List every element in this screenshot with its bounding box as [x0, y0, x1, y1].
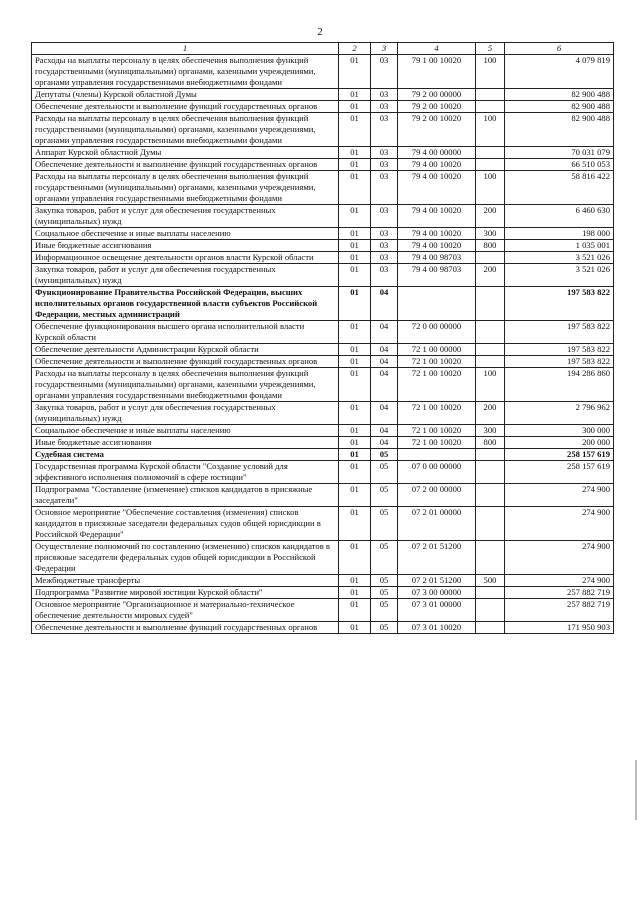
row-section-cell: 01: [339, 484, 371, 507]
row-amount-cell: 2 796 962: [505, 402, 614, 425]
row-name-cell: Подпрограмма "Составление (изменение) списков кандидатов в присяжные заседатели": [32, 484, 339, 507]
table-row: [32, 89, 614, 101]
row-subsection-cell: 05: [371, 599, 398, 622]
budget-table: [31, 42, 614, 634]
row-subsection-cell: 03: [371, 101, 398, 113]
row-target-article-cell: 07 0 00 00000: [398, 461, 476, 484]
row-target-article-cell: 79 4 00 00000: [398, 147, 476, 159]
row-section-cell: 01: [339, 402, 371, 425]
row-target-article-cell: 07 2 01 51200: [398, 575, 476, 587]
column-header-section: 2: [339, 43, 371, 55]
table-row: [32, 484, 614, 507]
row-expense-type-cell: 200: [476, 205, 505, 228]
row-amount-cell: 6 460 630: [505, 205, 614, 228]
row-amount-cell: 171 950 903: [505, 622, 614, 634]
row-name-cell: Осуществление полномочий по составлению (изменению) списков кандидатов в присяжные заседатели федеральных судов общей юрисдикции в Российской Федерации: [32, 541, 339, 575]
table-header-row: [32, 43, 614, 55]
row-name-cell: Информационное освещение деятельности органов власти Курской области: [32, 252, 339, 264]
row-expense-type-cell: [476, 449, 505, 461]
row-target-article-cell: 79 4 00 10020: [398, 159, 476, 171]
row-target-article-cell: 07 2 01 00000: [398, 507, 476, 541]
column-header-target-article: 4: [398, 43, 476, 55]
row-section-cell: 01: [339, 147, 371, 159]
row-subsection-cell: 04: [371, 368, 398, 402]
row-subsection-cell: 03: [371, 228, 398, 240]
row-expense-type-cell: [476, 287, 505, 321]
table-row: [32, 461, 614, 484]
row-target-article-cell: 79 2 00 10020: [398, 101, 476, 113]
row-amount-cell: 197 583 822: [505, 287, 614, 321]
row-subsection-cell: 05: [371, 622, 398, 634]
row-expense-type-cell: [476, 599, 505, 622]
row-target-article-cell: 72 1 00 10020: [398, 437, 476, 449]
row-name-cell: Основное мероприятие "Обеспечение составления (изменения) списков кандидатов в присяжные заседатели федеральных судов общей юрисдикции в Российской Федерации": [32, 507, 339, 541]
row-expense-type-cell: 100: [476, 113, 505, 147]
table-row: [32, 228, 614, 240]
row-section-cell: 01: [339, 240, 371, 252]
row-section-cell: 01: [339, 368, 371, 402]
row-subsection-cell: 05: [371, 575, 398, 587]
row-amount-cell: 3 521 026: [505, 252, 614, 264]
row-expense-type-cell: [476, 507, 505, 541]
row-section-cell: 01: [339, 159, 371, 171]
row-subsection-cell: 04: [371, 287, 398, 321]
row-expense-type-cell: [476, 252, 505, 264]
row-subsection-cell: 05: [371, 449, 398, 461]
scan-edge-mark: [635, 760, 637, 820]
row-expense-type-cell: [476, 89, 505, 101]
row-target-article-cell: 72 1 00 00000: [398, 344, 476, 356]
row-amount-cell: 70 031 079: [505, 147, 614, 159]
row-section-cell: 01: [339, 171, 371, 205]
row-subsection-cell: 04: [371, 356, 398, 368]
row-name-cell: Обеспечение функционирования высшего органа исполнительной власти Курской области: [32, 321, 339, 344]
row-section-cell: 01: [339, 228, 371, 240]
row-target-article-cell: 79 4 00 98703: [398, 264, 476, 287]
table-row: [32, 425, 614, 437]
row-amount-cell: 194 286 860: [505, 368, 614, 402]
row-section-cell: 01: [339, 425, 371, 437]
row-subsection-cell: 04: [371, 437, 398, 449]
table-row: [32, 240, 614, 252]
row-section-cell: 01: [339, 55, 371, 89]
row-subsection-cell: 03: [371, 113, 398, 147]
row-name-cell: Депутаты (члены) Курской областной Думы: [32, 89, 339, 101]
row-name-cell: Расходы на выплаты персоналу в целях обеспечения выполнения функций государственными (муниципальными) органами, казенными учреждениями, органами управления государственными внебюджетными фондами: [32, 171, 339, 205]
row-expense-type-cell: 800: [476, 437, 505, 449]
row-amount-cell: 197 583 822: [505, 321, 614, 344]
row-section-cell: 01: [339, 101, 371, 113]
row-name-cell: Функционирование Правительства Российской Федерации, высших исполнительных органов государственной власти субъектов Российской Федерации, местных администраций: [32, 287, 339, 321]
row-amount-cell: 300 000: [505, 425, 614, 437]
row-section-cell: 01: [339, 541, 371, 575]
row-subsection-cell: 03: [371, 205, 398, 228]
row-section-cell: 01: [339, 437, 371, 449]
row-section-cell: 01: [339, 344, 371, 356]
table-row: [32, 205, 614, 228]
table-row: [32, 599, 614, 622]
column-header-subsection: 3: [371, 43, 398, 55]
row-subsection-cell: 05: [371, 461, 398, 484]
row-target-article-cell: 72 1 00 10020: [398, 402, 476, 425]
table-row: [32, 159, 614, 171]
row-section-cell: 01: [339, 287, 371, 321]
row-expense-type-cell: [476, 344, 505, 356]
row-name-cell: Основное мероприятие "Организационное и материально-техническое обеспечение деятельности мировых судей": [32, 599, 339, 622]
row-name-cell: Иные бюджетные ассигнования: [32, 437, 339, 449]
row-subsection-cell: 04: [371, 425, 398, 437]
row-amount-cell: 198 000: [505, 228, 614, 240]
row-expense-type-cell: [476, 541, 505, 575]
row-subsection-cell: 04: [371, 321, 398, 344]
row-amount-cell: 82 900 488: [505, 113, 614, 147]
table-row: [32, 541, 614, 575]
row-expense-type-cell: [476, 484, 505, 507]
table-row: [32, 449, 614, 461]
row-name-cell: Иные бюджетные ассигнования: [32, 240, 339, 252]
row-target-article-cell: 07 3 01 10020: [398, 622, 476, 634]
row-subsection-cell: 05: [371, 541, 398, 575]
row-name-cell: Закупка товаров, работ и услуг для обеспечения государственных (муниципальных) нужд: [32, 205, 339, 228]
table-row: [32, 55, 614, 89]
table-row: [32, 507, 614, 541]
row-expense-type-cell: 800: [476, 240, 505, 252]
row-name-cell: Закупка товаров, работ и услуг для обеспечения государственных (муниципальных) нужд: [32, 264, 339, 287]
table-row: [32, 344, 614, 356]
row-target-article-cell: 07 2 00 00000: [398, 484, 476, 507]
row-expense-type-cell: 300: [476, 425, 505, 437]
row-subsection-cell: 04: [371, 344, 398, 356]
row-target-article-cell: 79 4 00 10020: [398, 228, 476, 240]
row-subsection-cell: 03: [371, 264, 398, 287]
row-name-cell: Закупка товаров, работ и услуг для обеспечения государственных (муниципальных) нужд: [32, 402, 339, 425]
row-target-article-cell: 07 3 01 00000: [398, 599, 476, 622]
row-amount-cell: 274 900: [505, 507, 614, 541]
table-row: [32, 287, 614, 321]
table-row: [32, 622, 614, 634]
row-name-cell: Обеспечение деятельности и выполнение функций государственных органов: [32, 622, 339, 634]
row-target-article-cell: 79 4 00 10020: [398, 171, 476, 205]
row-name-cell: Обеспечение деятельности и выполнение функций государственных органов: [32, 101, 339, 113]
row-name-cell: Расходы на выплаты персоналу в целях обеспечения выполнения функций государственными (муниципальными) органами, казенными учреждениями, органами управления государственными внебюджетными фондами: [32, 113, 339, 147]
row-amount-cell: 200 000: [505, 437, 614, 449]
row-target-article-cell: 72 1 00 10020: [398, 356, 476, 368]
row-name-cell: Аппарат Курской областной Думы: [32, 147, 339, 159]
page-number: 2: [317, 26, 323, 38]
row-amount-cell: 274 900: [505, 484, 614, 507]
row-expense-type-cell: [476, 159, 505, 171]
row-subsection-cell: 03: [371, 55, 398, 89]
row-amount-cell: 197 583 822: [505, 356, 614, 368]
row-name-cell: Расходы на выплаты персоналу в целях обеспечения выполнения функций государственными (муниципальными) органами, казенными учреждениями, органами управления государственными внебюджетными фондами: [32, 55, 339, 89]
row-subsection-cell: 03: [371, 240, 398, 252]
row-amount-cell: 3 521 026: [505, 264, 614, 287]
row-target-article-cell: 79 4 00 98703: [398, 252, 476, 264]
row-amount-cell: 257 882 719: [505, 587, 614, 599]
row-expense-type-cell: [476, 356, 505, 368]
column-header-amount: 6: [505, 43, 614, 55]
row-amount-cell: 258 157 619: [505, 461, 614, 484]
table-row: [32, 368, 614, 402]
row-amount-cell: 1 035 001: [505, 240, 614, 252]
column-header-expense-type: 5: [476, 43, 505, 55]
row-name-cell: Межбюджетные трансферты: [32, 575, 339, 587]
row-subsection-cell: 03: [371, 159, 398, 171]
row-section-cell: 01: [339, 264, 371, 287]
table-row: [32, 171, 614, 205]
row-expense-type-cell: 500: [476, 575, 505, 587]
row-section-cell: 01: [339, 356, 371, 368]
row-name-cell: Обеспечение деятельности и выполнение функций государственных органов: [32, 356, 339, 368]
row-name-cell: Обеспечение деятельности и выполнение функций государственных органов: [32, 159, 339, 171]
row-name-cell: Расходы на выплаты персоналу в целях обеспечения выполнения функций государственными (муниципальными) органами, казенными учреждениями, органами управления государственными внебюджетными фондами: [32, 368, 339, 402]
row-name-cell: Социальное обеспечение и иные выплаты населению: [32, 228, 339, 240]
row-expense-type-cell: 100: [476, 55, 505, 89]
row-subsection-cell: 03: [371, 171, 398, 205]
row-amount-cell: 257 882 719: [505, 599, 614, 622]
row-subsection-cell: 05: [371, 484, 398, 507]
table-row: [32, 147, 614, 159]
row-target-article-cell: 07 2 01 51200: [398, 541, 476, 575]
row-name-cell: Социальное обеспечение и иные выплаты населению: [32, 425, 339, 437]
row-amount-cell: 274 900: [505, 575, 614, 587]
table-row: [32, 575, 614, 587]
row-subsection-cell: 05: [371, 587, 398, 599]
table-row: [32, 437, 614, 449]
row-expense-type-cell: 200: [476, 264, 505, 287]
row-target-article-cell: [398, 449, 476, 461]
row-amount-cell: 58 816 422: [505, 171, 614, 205]
row-name-cell: Подпрограмма "Развитие мировой юстиции Курской области": [32, 587, 339, 599]
row-subsection-cell: 04: [371, 402, 398, 425]
row-section-cell: 01: [339, 449, 371, 461]
row-name-cell: Судебная система: [32, 449, 339, 461]
row-target-article-cell: 72 0 00 00000: [398, 321, 476, 344]
row-section-cell: 01: [339, 575, 371, 587]
table-row: [32, 356, 614, 368]
row-section-cell: 01: [339, 252, 371, 264]
row-subsection-cell: 03: [371, 89, 398, 101]
row-section-cell: 01: [339, 622, 371, 634]
table-row: [32, 587, 614, 599]
row-amount-cell: 66 510 053: [505, 159, 614, 171]
row-expense-type-cell: [476, 587, 505, 599]
row-amount-cell: 82 900 488: [505, 89, 614, 101]
row-amount-cell: 274 900: [505, 541, 614, 575]
table-row: [32, 101, 614, 113]
row-expense-type-cell: [476, 101, 505, 113]
table-row: [32, 321, 614, 344]
row-expense-type-cell: 100: [476, 368, 505, 402]
row-expense-type-cell: [476, 461, 505, 484]
column-header-name: 1: [32, 43, 339, 55]
row-target-article-cell: 07 3 00 00000: [398, 587, 476, 599]
row-name-cell: Обеспечение деятельности Администрации Курской области: [32, 344, 339, 356]
row-target-article-cell: 79 4 00 10020: [398, 240, 476, 252]
row-section-cell: 01: [339, 321, 371, 344]
table-row: [32, 264, 614, 287]
row-section-cell: 01: [339, 113, 371, 147]
row-amount-cell: 4 079 819: [505, 55, 614, 89]
row-target-article-cell: 72 1 00 10020: [398, 368, 476, 402]
row-section-cell: 01: [339, 587, 371, 599]
row-amount-cell: 82 900 488: [505, 101, 614, 113]
row-section-cell: 01: [339, 461, 371, 484]
row-target-article-cell: 79 1 00 10020: [398, 55, 476, 89]
row-subsection-cell: 03: [371, 147, 398, 159]
row-expense-type-cell: 200: [476, 402, 505, 425]
row-expense-type-cell: [476, 622, 505, 634]
row-expense-type-cell: 300: [476, 228, 505, 240]
row-section-cell: 01: [339, 89, 371, 101]
row-subsection-cell: 05: [371, 507, 398, 541]
row-expense-type-cell: [476, 147, 505, 159]
row-section-cell: 01: [339, 507, 371, 541]
table-row: [32, 402, 614, 425]
row-target-article-cell: 79 2 00 10020: [398, 113, 476, 147]
row-expense-type-cell: 100: [476, 171, 505, 205]
row-section-cell: 01: [339, 205, 371, 228]
row-name-cell: Государственная программа Курской области "Создание условий для эффективного исполнения полномочий в сфере юстиции": [32, 461, 339, 484]
row-section-cell: 01: [339, 599, 371, 622]
row-target-article-cell: 79 4 00 10020: [398, 205, 476, 228]
table-row: [32, 252, 614, 264]
row-expense-type-cell: [476, 321, 505, 344]
row-target-article-cell: 79 2 00 00000: [398, 89, 476, 101]
row-amount-cell: 197 583 822: [505, 344, 614, 356]
row-subsection-cell: 03: [371, 252, 398, 264]
row-amount-cell: 258 157 619: [505, 449, 614, 461]
row-target-article-cell: 72 1 00 10020: [398, 425, 476, 437]
table-row: [32, 113, 614, 147]
row-target-article-cell: [398, 287, 476, 321]
